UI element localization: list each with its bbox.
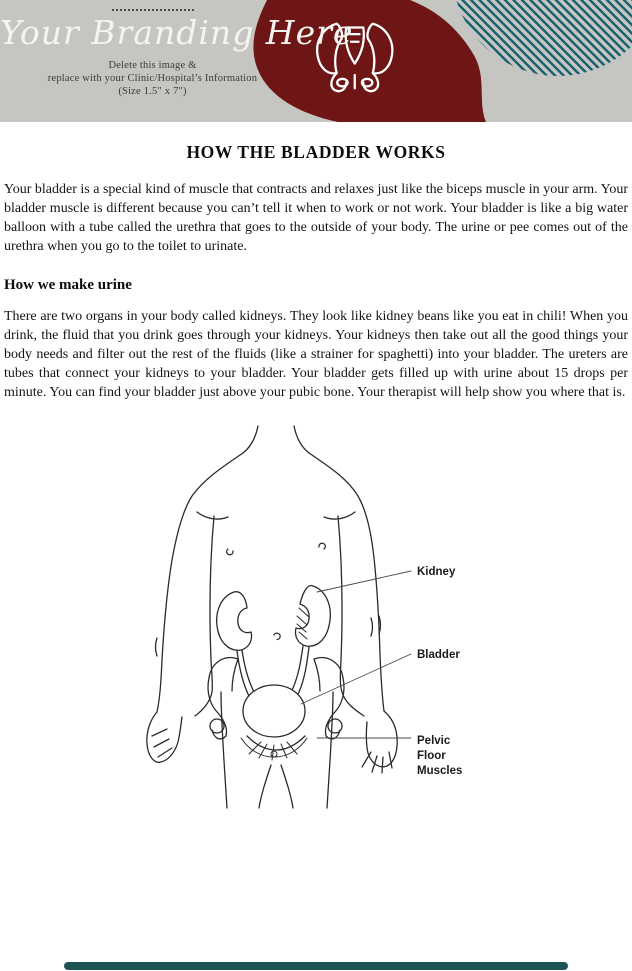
anatomy-figure [121, 420, 511, 810]
torso-outline [156, 426, 385, 808]
document-body [4, 122, 628, 402]
pelvic-floor-label-line2: Floor [417, 750, 446, 762]
branding-note-line3: (Size 1.5" x 7") [118, 86, 187, 97]
page-title: HOW THE BLADDER WORKS [186, 142, 446, 162]
kidney-right [295, 586, 330, 647]
bladder-shape [243, 685, 305, 737]
kidney-left [217, 592, 252, 651]
left-hand [147, 712, 182, 762]
leader-lines [301, 571, 411, 738]
kidney-label: Kidney [417, 566, 456, 578]
kidney-leader-line [317, 571, 411, 592]
branding-note-line2: replace with your Clinic/Hospital’s Information [47, 73, 258, 84]
nipple-marks [227, 543, 326, 555]
pelvic-floor-label-line3: Muscles [417, 765, 463, 777]
pelvic-floor-muscles [241, 738, 307, 760]
branding-script-text: Your Branding Here [0, 13, 354, 52]
bladder-leader-line [301, 654, 411, 704]
bladder-label: Bladder [417, 649, 460, 661]
branding-text-block [0, 0, 354, 122]
footer-accent-bar [64, 962, 568, 970]
pelvic-floor-label-line1: Pelvic [417, 735, 451, 747]
dashed-line-decoration [112, 9, 194, 11]
branding-note [0, 59, 305, 98]
navel-mark [274, 633, 280, 639]
intro-paragraph: Your bladder is a special kind of muscle that contracts and relaxes just like the biceps muscle in your arm. Your bladder muscle is different because you can’t tell it when to work or not work. Your bladder is like a big water balloon with a tube called the urethra that goes to the outside of your body. The urine or pee comes out of the urethra when you go to the toilet to urinate. [4, 182, 628, 254]
section-heading-how-we-make-urine: How we make urine [4, 277, 132, 293]
urine-paragraph: There are two organs in your body called kidneys. They look like kidney beans like you eat in chili! When you drink, the fluid that you drink goes through your kidneys. Your kidneys then take out all the good things your body needs and filter out the rest of the fluids (like a strainer for spaghetti) into your bladder. The ureters are tubes that connect your kidneys to your bladder. Your bladder gets filled up with urine about 15 drops per minute. You can find your bladder just above your pubic bone. Your therapist will help show you where that is. [4, 309, 628, 400]
bladder-anatomy-diagram [121, 420, 511, 810]
branding-header [0, 0, 632, 122]
right-hand [362, 711, 397, 773]
branding-note-line1: Delete this image & [108, 60, 197, 71]
